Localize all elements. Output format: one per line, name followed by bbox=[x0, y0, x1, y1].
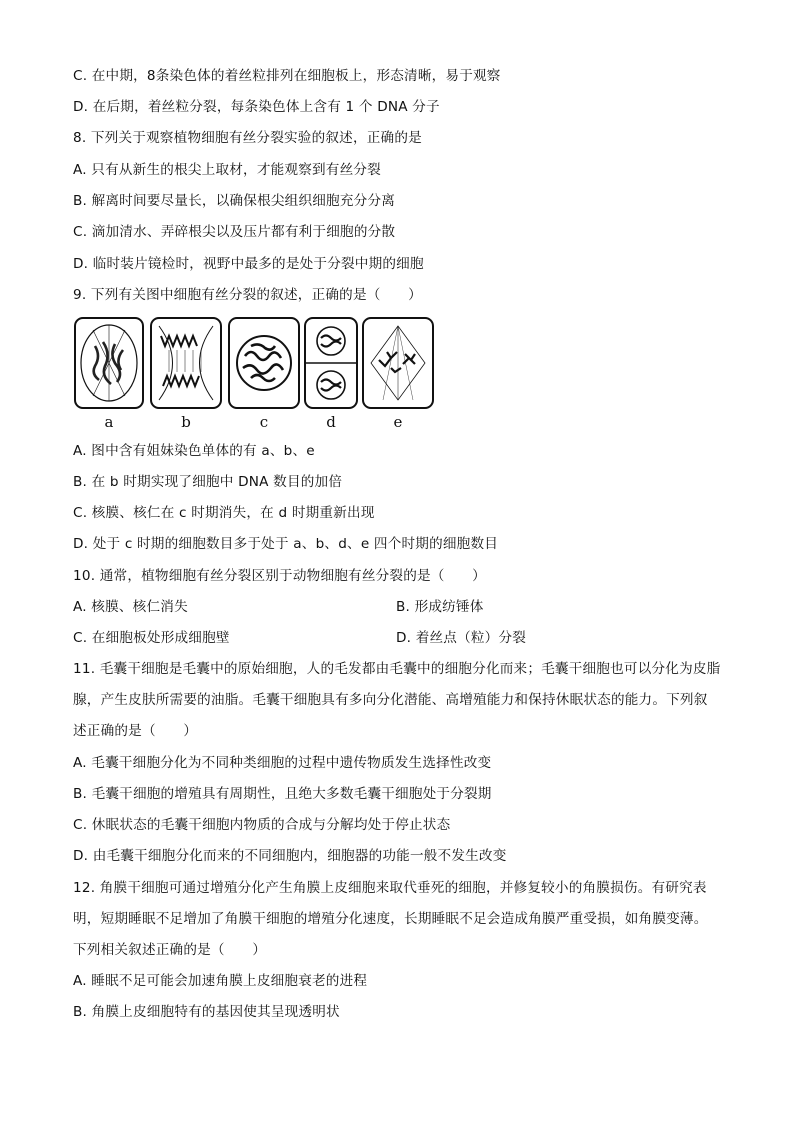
question-11-stem-line2: 腺，产生皮肤所需要的油脂。毛囊干细胞具有多向分化潜能、高增殖能力和保持休眠状态的能力。下列叙 bbox=[73, 692, 708, 708]
question-12-stem-line1: 12. 角膜干细胞可通过增殖分化产生角膜上皮细胞来取代垂死的细胞，并修复较小的角膜损伤。有研究表 bbox=[73, 880, 707, 896]
question-8-stem: 8. 下列关于观察植物细胞有丝分裂实验的叙述，正确的是 bbox=[73, 130, 422, 146]
option-12b: B. 角膜上皮细胞特有的基因使其呈现透明状 bbox=[73, 1004, 340, 1020]
option-8d: D. 临时装片镜检时，视野中最多的是处于分裂中期的细胞 bbox=[73, 256, 424, 272]
option-11d: D. 由毛囊干细胞分化而来的不同细胞内，细胞器的功能一般不发生改变 bbox=[73, 848, 507, 864]
cell-label-a: a bbox=[104, 413, 114, 431]
option-10a: A. 核膜、核仁消失 bbox=[73, 599, 188, 615]
question-11-stem-line1: 11. 毛囊干细胞是毛囊中的原始细胞，人的毛发都由毛囊中的细胞分化而来；毛囊干细胞也可以分化为皮脂 bbox=[73, 661, 721, 677]
question-12-stem-line2: 明，短期睡眠不足增加了角膜干细胞的增殖分化速度，长期睡眠不足会造成角膜严重受损，如角膜变薄。 bbox=[73, 911, 708, 927]
cell-label-b: b bbox=[181, 413, 191, 431]
option-9c: C. 核膜、核仁在 c 时期消失，在 d 时期重新出现 bbox=[73, 505, 375, 521]
mitosis-figure bbox=[73, 316, 435, 434]
option-8a: A. 只有从新生的根尖上取材，才能观察到有丝分裂 bbox=[73, 162, 381, 178]
option-8b: B. 解离时间要尽量长，以确保根尖组织细胞充分分离 bbox=[73, 193, 396, 209]
question-11-stem-line3: 述正确的是（ ） bbox=[73, 723, 198, 739]
option-7d: D. 在后期，着丝粒分裂，每条染色体上含有 1 个 DNA 分子 bbox=[73, 99, 440, 115]
option-7c: C. 在中期，8条染色体的着丝粒排列在细胞板上，形态清晰，易于观察 bbox=[73, 68, 501, 84]
option-9d: D. 处于 c 时期的细胞数目多于处于 a、b、d、e 四个时期的细胞数目 bbox=[73, 536, 499, 552]
cell-label-d: d bbox=[326, 413, 336, 431]
cell-e-drawing bbox=[363, 318, 433, 408]
mitosis-cells-drawing bbox=[73, 316, 435, 412]
option-8c: C. 滴加清水、弄碎根尖以及压片都有利于细胞的分散 bbox=[73, 224, 396, 240]
cell-label-e: e bbox=[393, 413, 403, 431]
option-12a: A. 睡眠不足可能会加速角膜上皮细胞衰老的进程 bbox=[73, 973, 368, 989]
option-11b: B. 毛囊干细胞的增殖具有周期性，且绝大多数毛囊干细胞处于分裂期 bbox=[73, 786, 492, 802]
cell-c-drawing bbox=[229, 318, 299, 408]
cell-a-drawing bbox=[75, 318, 143, 408]
option-10d: D. 着丝点（粒）分裂 bbox=[396, 630, 527, 646]
question-12-stem-line3: 下列相关叙述正确的是（ ） bbox=[73, 942, 267, 958]
question-10-stem: 10. 通常，植物细胞有丝分裂区别于动物细胞有丝分裂的是（ ） bbox=[73, 568, 486, 584]
cell-b-drawing bbox=[151, 318, 221, 408]
question-9-stem: 9. 下列有关图中细胞有丝分裂的叙述，正确的是（ ） bbox=[73, 287, 422, 303]
option-9b: B. 在 b 时期实现了细胞中 DNA 数目的加倍 bbox=[73, 474, 343, 490]
cell-label-c: c bbox=[259, 413, 269, 431]
option-10b: B. 形成纺锤体 bbox=[396, 599, 484, 615]
option-10c: C. 在细胞板处形成细胞壁 bbox=[73, 630, 230, 646]
option-11c: C. 休眠状态的毛囊干细胞内物质的合成与分解均处于停止状态 bbox=[73, 817, 451, 833]
cell-d-drawing bbox=[305, 318, 357, 408]
option-9a: A. 图中含有姐妹染色单体的有 a、b、e bbox=[73, 443, 315, 459]
option-11a: A. 毛囊干细胞分化为不同种类细胞的过程中遗传物质发生选择性改变 bbox=[73, 755, 492, 771]
